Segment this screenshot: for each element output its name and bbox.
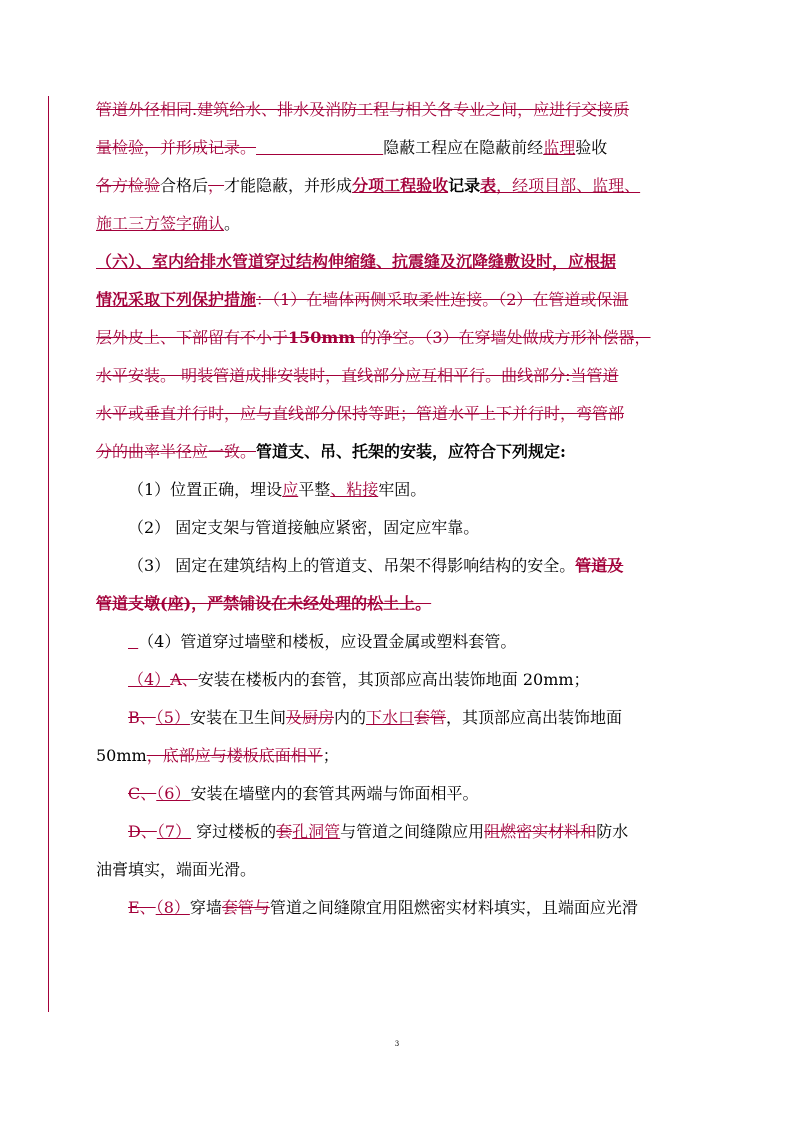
text-run: （4）管道穿过墙壁和楼板，应设置金属或塑料套管。 [138, 632, 517, 651]
text-line [96, 547, 720, 585]
text-run: 管道之间缝隙宜用阻燃密实材料填实，且端面应光滑 [269, 898, 638, 917]
page-number: 3 [394, 1040, 400, 1048]
deleted-text: 管道外径相同.建筑给水、排水及消防工程与相关各专业之间，应进行交接质 [96, 100, 630, 119]
text-line [96, 775, 720, 813]
inserted-text: （6） [156, 784, 191, 803]
text-line [96, 509, 720, 547]
text-run: 与管道之间缝隙应用 [340, 822, 485, 841]
deleted-text: 量检验，并形成记录。 [96, 138, 257, 157]
inserted-text [256, 138, 383, 157]
deleted-text: ：（1）在墙体两侧采取柔性连接。（2）在管道或保温 [256, 290, 629, 309]
text-line [96, 851, 720, 889]
text-run: 隐蔽工程应在隐蔽前经 [383, 138, 544, 157]
revision-change-bar [48, 96, 49, 1012]
inserted-text [128, 632, 138, 651]
deleted-text: 水平或垂直并行时，应与直线部分保持等距；管道水平上下并行时，弯管部 [96, 404, 625, 423]
text-run: ，其顶部应高出装饰地面 [446, 708, 623, 727]
text-line [96, 813, 720, 851]
deleted-text: ， [208, 176, 225, 195]
deleted-text: 套管与 [221, 898, 270, 917]
text-run: 验收 [575, 138, 608, 157]
text-line [96, 889, 720, 927]
deleted-text: A、 [170, 670, 198, 689]
inserted-text: 下水口 [366, 708, 415, 727]
text-line [96, 395, 720, 433]
text-run: ； [322, 746, 339, 765]
inserted-text: 监理 [543, 138, 576, 157]
inserted-text: （8） [155, 898, 190, 917]
document-body [96, 91, 720, 927]
deleted-text: 及厨房 [285, 708, 334, 727]
text-run: （1）位置正确，埋设 [128, 480, 283, 499]
text-line [96, 357, 720, 395]
text-line [96, 243, 720, 281]
deleted-text: 的净空。（3）在穿墙处做成方形补偿器， [355, 328, 651, 347]
inserted-text: （4） [128, 670, 171, 689]
inserted-text: （六）、室内给排水管道穿过结构伸缩缝、抗震缝及沉降缝敷设时，应根据 [96, 252, 617, 271]
deleted-text: E、 [128, 898, 156, 917]
deleted-text: C、 [128, 784, 157, 803]
text-run: 合格后 [160, 176, 209, 195]
deleted-text: 水平安装。 明装管道成排安装时，直线部分应互相平行。曲线部分:当管道 [96, 366, 619, 385]
deleted-text: 各方检验 [96, 176, 161, 195]
text-run: 穿过楼板的 [191, 822, 277, 841]
text-line [96, 737, 720, 775]
text-run: 安装在楼板内的套管，其顶部应高出装饰地面 20mm； [197, 670, 590, 689]
text-run: 。 [224, 214, 241, 233]
text-line [96, 281, 720, 319]
deleted-text: 分的曲率半径应一致。 [96, 442, 257, 461]
inserted-text: 、粘接 [330, 480, 379, 499]
text-run: 平整 [298, 480, 331, 499]
deleted-text: ，底部应与楼板底面相平 [146, 746, 323, 765]
text-run: 50mm [96, 746, 147, 765]
text-run: 管道支、吊、托架的安装，应符合下列规定: [256, 442, 566, 461]
inserted-text: 施工三方签字确认 [96, 214, 225, 233]
deleted-text: 管道支墩(座)，严禁铺设在未经处理的松土上。 [96, 594, 432, 613]
inserted-text: ，经项目部、监理、 [496, 176, 641, 195]
inserted-text: 情况采取下列保护措施 [96, 290, 257, 309]
deleted-text: 阻燃密实材料和 [484, 822, 597, 841]
deleted-text: 管道及 [575, 556, 624, 575]
text-line [96, 623, 720, 661]
text-run: 内的 [333, 708, 366, 727]
text-run: 记录 [448, 176, 481, 195]
deleted-text: D、 [128, 822, 157, 841]
inserted-text: 孔洞管 [292, 822, 341, 841]
text-line [96, 471, 720, 509]
text-line [96, 319, 720, 357]
deleted-text: 套管 [414, 708, 447, 727]
text-run: 安装在墙壁内的套管其两端与饰面相平。 [190, 784, 479, 803]
text-run: 防水 [596, 822, 629, 841]
inserted-text: 应 [282, 480, 299, 499]
text-line [96, 167, 720, 205]
text-line [96, 129, 720, 167]
deleted-text: 150mm [288, 328, 356, 347]
text-line [96, 585, 720, 623]
text-run: 穿墙 [189, 898, 222, 917]
text-line [96, 699, 720, 737]
text-line [96, 205, 720, 243]
text-line [96, 91, 720, 129]
deleted-text: 套 [276, 822, 293, 841]
text-run: 安装在卫生间 [189, 708, 286, 727]
text-run: （2） 固定支架与管道接触应紧密，固定应牢靠。 [128, 518, 480, 537]
deleted-text: B、 [128, 708, 156, 727]
text-run: （3） 固定在建筑结构上的管道支、吊架不得影响结构的安全。 [128, 556, 576, 575]
inserted-text: 分项工程验收 [352, 176, 449, 195]
text-run: 牢固。 [378, 480, 427, 499]
text-line [96, 433, 720, 471]
text-run: 油膏填实，端面光滑。 [96, 860, 257, 879]
text-run: 才能隐蔽，并形成 [224, 176, 353, 195]
inserted-text: （7） [156, 822, 192, 841]
text-line [96, 661, 720, 699]
inserted-text: 表 [480, 176, 497, 195]
deleted-text: 层外皮上、下部留有不小于 [96, 328, 289, 347]
inserted-text: （5） [155, 708, 190, 727]
